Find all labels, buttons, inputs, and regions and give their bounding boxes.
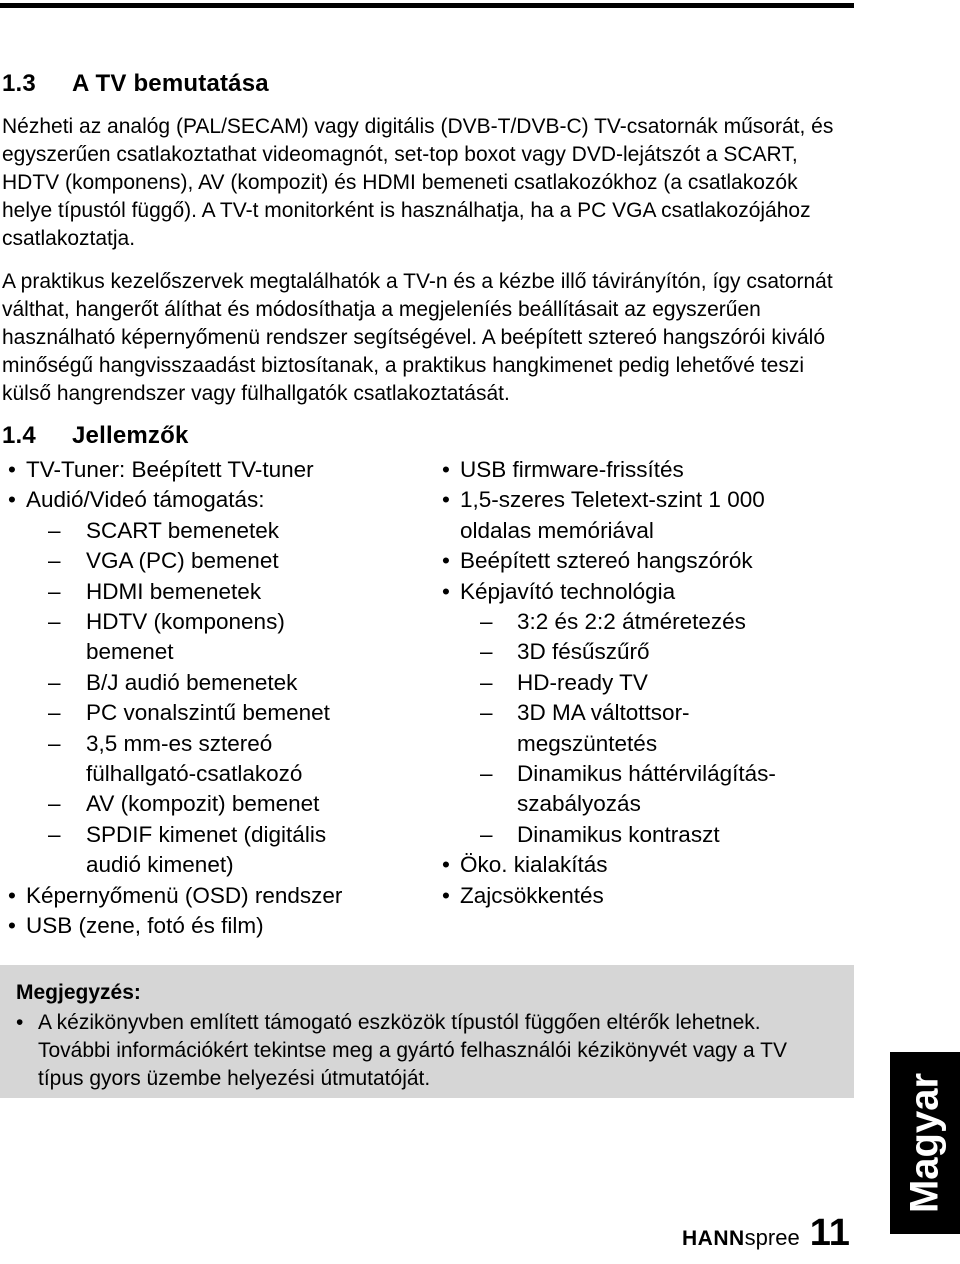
feature-item: • Képjavító technológia — [440, 577, 840, 607]
feature-item: • 1,5-szeres Teletext-szint 1 000 oldalas memóriával — [440, 485, 830, 546]
feature-subitem: – VGA (PC) bemenet — [6, 546, 426, 576]
brand-logo-light: spree — [744, 1225, 800, 1250]
feature-item: • Audió/Videó támogatás: — [6, 485, 426, 515]
features-column-left — [6, 455, 426, 942]
feature-item: • Képernyőmenü (OSD) rendszer — [6, 881, 426, 911]
language-label: Magyar — [902, 1072, 947, 1214]
feature-subitem: – HDMI bemenetek — [6, 577, 426, 607]
top-rule — [0, 3, 854, 8]
feature-subitem: – PC vonalszintű bemenet — [6, 698, 426, 728]
feature-subitem: – 3D fésűszűrő — [440, 637, 840, 667]
feature-subitem: – HDTV (komponens) bemenet — [6, 607, 336, 668]
feature-item: • USB (zene, fotó és film) — [6, 911, 426, 941]
controls-paragraph: A praktikus kezelőszervek megtalálhatók a TV-n és a kézbe illő távirányítón, így csatornát válthat, hangerőt álíthat és módosíthatja a megjeleníés beállításait az egyszerűen használható képernyőmenü rendszer segítségével. A beépített sztereó hangszórói kiváló minőségű hangvisszaadást biztosítanak, a praktikus hangkimenet pedig lehetővé teszi külső hangrendszer vagy fülhallgatók csatlakoztatását. — [2, 270, 833, 405]
feature-item: • Öko. kialakítás — [440, 850, 840, 880]
language-tab — [890, 1052, 960, 1234]
section-title: A TV bemutatása — [72, 70, 269, 97]
section-number: 1.3 — [2, 70, 36, 97]
feature-subitem: – 3D MA váltottsor-megszüntetés — [440, 698, 807, 759]
feature-subitem: – 3:2 és 2:2 átméretezés — [440, 607, 840, 637]
bullet-icon: • — [16, 1011, 24, 1034]
brand-logo-bold: HANN — [682, 1227, 745, 1250]
feature-item: • Zajcsökkentés — [440, 881, 840, 911]
feature-subitem: – SCART bemenetek — [6, 516, 426, 546]
feature-item: • TV-Tuner: Beépített TV-tuner — [6, 455, 426, 485]
section-heading-1-3 — [2, 70, 269, 98]
page-number: 11 — [809, 1212, 850, 1254]
section-heading-1-4 — [2, 422, 189, 450]
feature-subitem: – SPDIF kimenet (digitális audió kimenet) — [6, 820, 386, 881]
intro-paragraph: Nézheti az analóg (PAL/SECAM) vagy digitális (DVB-T/DVB-C) TV-csatornák műsorát, és egyszerűen csatlakoztathat videomagnót, set-top boxot vagy DVD-lejátszót a SCART, HDTV (komponens), AV (kompozit) és HDMI bemeneti csatlakozókhoz (a csatlakozók helye típustól függő). A TV-t monitorként is használhatja, ha a PC VGA csatlakozójához csatlakoztatja. — [2, 115, 834, 250]
feature-item: • Beépített sztereó hangszórók — [440, 546, 840, 576]
feature-subitem: – Dinamikus háttérvilágítás-szabályozás — [440, 759, 827, 820]
feature-item: • USB firmware-frissítés — [440, 455, 840, 485]
features-column-right — [440, 455, 840, 911]
section-title: Jellemzők — [72, 422, 189, 449]
feature-subitem: – HD-ready TV — [440, 668, 840, 698]
feature-subitem: – B/J audió bemenetek — [6, 668, 426, 698]
note-title: Megjegyzés: — [16, 981, 141, 1004]
feature-subitem: – Dinamikus kontraszt — [440, 820, 840, 850]
note-text: A kézikönyvben említett támogató eszközök típustól függően eltérők lehetnek. További információkért tekintse meg a gyártó felhasználói kézikönyvét vagy a TV típus gyors üzembe helyezési útmutatóját. — [38, 1011, 787, 1090]
note-box — [0, 965, 854, 1098]
footer — [682, 1212, 850, 1262]
feature-subitem: – AV (kompozit) bemenet — [6, 789, 426, 819]
feature-subitem: – 3,5 mm-es sztereó fülhallgató-csatlakozó — [6, 729, 366, 790]
section-number: 1.4 — [2, 422, 36, 449]
